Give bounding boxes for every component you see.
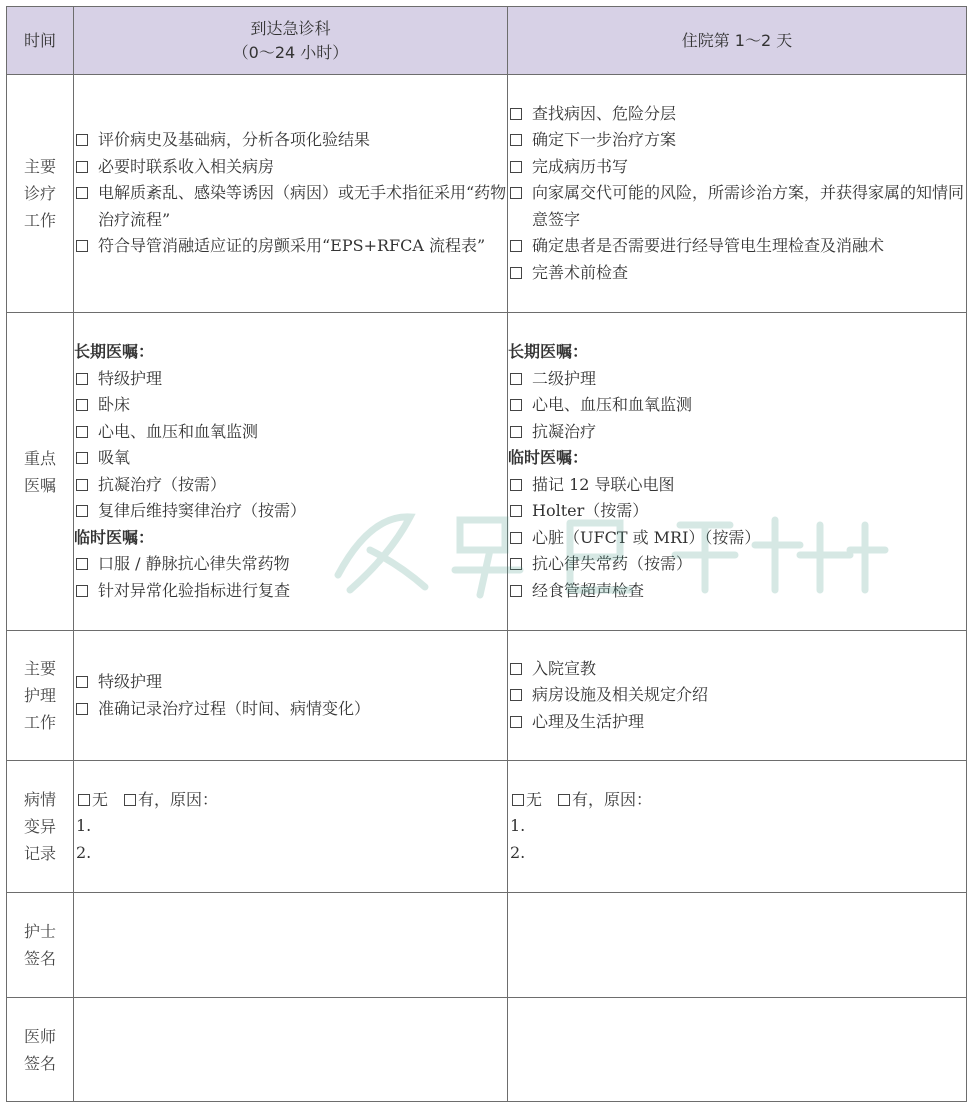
checklist-item[interactable]: 符合导管消融适应证的房颤采用“EPS+RFCA 流程表” (74, 233, 507, 260)
variation-line-2: 2. (510, 842, 526, 862)
time-header: 时间 (7, 7, 74, 75)
diagnosis-row (7, 75, 967, 313)
checklist-item[interactable]: 确定下一步治疗方案 (508, 127, 966, 154)
checklist-item[interactable]: 入院宣教 (508, 656, 966, 683)
checkbox-icon[interactable] (510, 426, 522, 438)
nurse-sign-field-2[interactable] (508, 893, 967, 998)
checkbox-icon[interactable] (510, 479, 522, 491)
checklist-item[interactable]: 吸氧 (74, 445, 507, 472)
checklist-item[interactable]: 卧床 (74, 392, 507, 419)
checkbox-icon[interactable] (76, 161, 88, 173)
checkbox-icon[interactable] (510, 240, 522, 252)
orders-col2 (508, 313, 967, 631)
col1-subtitle: （0～24 小时） (232, 42, 349, 62)
checklist-item[interactable]: 病房设施及相关规定介绍 (508, 682, 966, 709)
checkbox-icon[interactable] (510, 134, 522, 146)
checklist-item[interactable]: 抗凝治疗（按需） (74, 472, 507, 499)
orders-row (7, 313, 967, 631)
checklist-item[interactable]: 完善术前检查 (508, 260, 966, 287)
checkbox-icon[interactable] (510, 108, 522, 120)
long-term-orders-heading: 长期医嘱： (508, 342, 589, 361)
checkbox-icon[interactable] (510, 187, 522, 199)
doctor-sign-field-1[interactable] (74, 998, 508, 1102)
checklist-item[interactable]: 抗凝治疗 (508, 419, 966, 446)
checklist-item[interactable]: 描记 12 导联心电图 (508, 472, 966, 499)
checklist-item[interactable]: 确定患者是否需要进行经导管电生理检查及消融术 (508, 233, 966, 260)
checklist-item[interactable]: 针对异常化验指标进行复查 (74, 578, 507, 605)
checkbox-icon[interactable] (510, 532, 522, 544)
temporary-orders-heading: 临时医嘱： (74, 527, 155, 547)
variation-choice: 无 有，原因： (508, 787, 966, 814)
nursing-col1 (74, 631, 508, 761)
checklist-item[interactable]: 抗心律失常药（按需） (508, 551, 966, 578)
checklist-item[interactable]: 口服 / 静脉抗心律失常药物 (74, 551, 507, 578)
checklist-item[interactable]: 特级护理 (74, 669, 507, 696)
doctor-sign-field-2[interactable] (508, 998, 967, 1102)
checkbox-icon[interactable] (76, 452, 88, 464)
checkbox-icon[interactable] (510, 505, 522, 517)
col1-title: 到达急诊科 (250, 18, 331, 38)
doctor-sign-label: 医师 签名 (7, 998, 74, 1102)
orders-col1 (74, 313, 508, 631)
nurse-sign-field-1[interactable] (74, 893, 508, 998)
header-row (7, 7, 967, 75)
variation-label: 病情 变异 记录 (7, 761, 74, 893)
checkbox-none-icon[interactable] (512, 794, 524, 806)
checkbox-yes-icon[interactable] (558, 794, 570, 806)
nurse-sign-label: 护士 签名 (7, 893, 74, 998)
checkbox-yes-icon[interactable] (124, 794, 136, 806)
checklist-item[interactable]: 准确记录治疗过程（时间、病情变化） (74, 696, 507, 723)
variation-row (7, 761, 967, 893)
nurse-sign-row (7, 893, 967, 998)
checklist-item[interactable]: 必要时联系收入相关病房 (74, 154, 507, 181)
checkbox-icon[interactable] (76, 703, 88, 715)
checkbox-icon[interactable] (76, 134, 88, 146)
variation-line-2: 2. (76, 842, 92, 862)
diagnosis-col2 (508, 75, 967, 313)
checklist-item[interactable]: 完成病历书写 (508, 154, 966, 181)
checkbox-none-icon[interactable] (78, 794, 90, 806)
variation-choice: 无 有，原因： (74, 787, 507, 814)
variation-line-1: 1. (510, 816, 526, 836)
diagnosis-label: 主要 诊疗 工作 (7, 75, 74, 313)
checklist-item[interactable]: Holter（按需） (508, 498, 966, 525)
variation-col2 (508, 761, 967, 893)
checkbox-icon[interactable] (510, 267, 522, 279)
checklist-item[interactable]: 心理及生活护理 (508, 709, 966, 736)
checkbox-icon[interactable] (510, 373, 522, 385)
checklist-item[interactable]: 心电、血压和血氧监测 (74, 419, 507, 446)
checkbox-icon[interactable] (76, 676, 88, 688)
checkbox-icon[interactable] (76, 399, 88, 411)
checkbox-icon[interactable] (76, 479, 88, 491)
checkbox-icon[interactable] (510, 663, 522, 675)
checklist-item[interactable]: 电解质紊乱、感染等诱因（病因）或无手术指征采用“药物治疗流程” (74, 180, 507, 233)
checkbox-icon[interactable] (76, 240, 88, 252)
checkbox-icon[interactable] (76, 426, 88, 438)
doctor-sign-row (7, 998, 967, 1102)
checklist-item[interactable]: 向家属交代可能的风险，所需诊治方案，并获得家属的知情同意签字 (508, 180, 966, 233)
checkbox-icon[interactable] (76, 585, 88, 597)
checklist-item[interactable]: 特级护理 (74, 366, 507, 393)
checkbox-icon[interactable] (510, 558, 522, 570)
temporary-orders-heading: 临时医嘱： (508, 448, 589, 467)
clinical-pathway-table (6, 6, 967, 1102)
diagnosis-col1 (74, 75, 508, 313)
long-term-orders-heading: 长期医嘱： (74, 342, 155, 361)
checklist-item[interactable]: 评价病史及基础病，分析各项化验结果 (74, 127, 507, 154)
checkbox-icon[interactable] (510, 585, 522, 597)
checklist-item[interactable]: 复律后维持窦律治疗（按需） (74, 498, 507, 525)
checkbox-icon[interactable] (76, 187, 88, 199)
variation-col1 (74, 761, 508, 893)
checklist-item[interactable]: 心电、血压和血氧监测 (508, 392, 966, 419)
checklist-item[interactable]: 经食管超声检查 (508, 578, 966, 605)
checkbox-icon[interactable] (510, 399, 522, 411)
checkbox-icon[interactable] (510, 689, 522, 701)
nursing-row (7, 631, 967, 761)
nursing-label: 主要 护理 工作 (7, 631, 74, 761)
checkbox-icon[interactable] (510, 161, 522, 173)
nursing-col2 (508, 631, 967, 761)
orders-label: 重点 医嘱 (7, 313, 74, 631)
checkbox-icon[interactable] (76, 558, 88, 570)
checklist-item[interactable]: 二级护理 (508, 366, 966, 393)
checkbox-icon[interactable] (76, 505, 88, 517)
checkbox-icon[interactable] (76, 373, 88, 385)
variation-line-1: 1. (76, 816, 92, 836)
col2-header: 住院第 1～2 天 (508, 7, 967, 75)
checklist-item[interactable]: 查找病因、危险分层 (508, 101, 966, 128)
checkbox-icon[interactable] (510, 716, 522, 728)
checklist-item[interactable]: 心脏（UFCT 或 MRI）（按需） (508, 525, 966, 552)
col1-header (74, 7, 508, 75)
